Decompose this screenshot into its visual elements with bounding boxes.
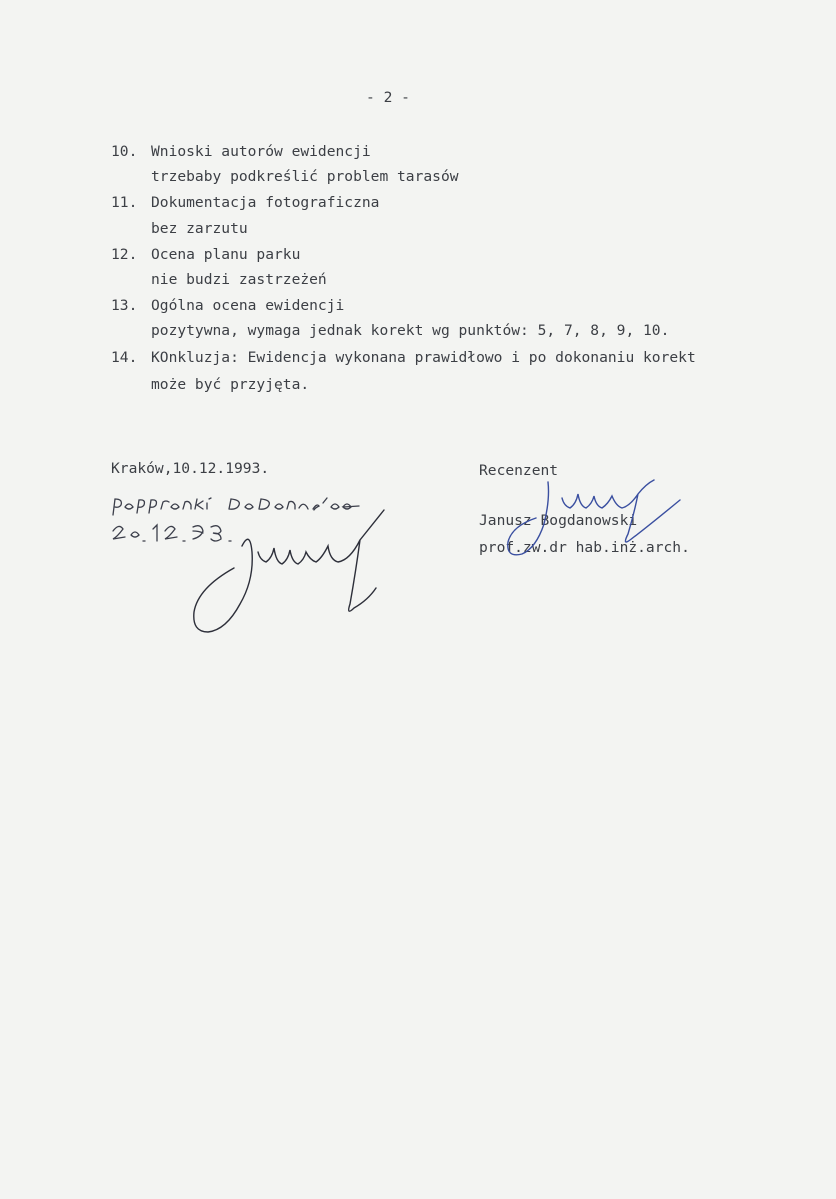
item-number: 13. [111,297,138,314]
reviewer-name: Janusz Bogdanowski [479,512,638,529]
handwritten-note [111,493,381,553]
item-title: KOnkluzja: Ewidencja wykonana prawidłowo i po dokonaniu korekt [151,349,696,366]
item-number: 11. [111,194,138,211]
item-title: Dokumentacja fotograficzna [151,194,380,211]
item-number: 14. [111,349,138,366]
reviewer-role: Recenzent [479,462,559,479]
item-body: pozytywna, wymaga jednak korekt wg punktów: 5, 7, 8, 9, 10. [151,322,670,339]
item-title: Wnioski autorów ewidencji [151,143,371,160]
item-body: bez zarzutu [151,220,248,237]
item-title: Ogólna ocena ewidencji [151,297,345,314]
item-number: 10. [111,143,138,160]
item-title: Ocena planu parku [151,246,301,263]
item-body: może być przyjęta. [151,376,310,393]
item-body: trzebaby podkreślić problem tarasów [151,168,459,185]
item-number: 12. [111,246,138,263]
item-body: nie budzi zastrzeżeń [151,271,327,288]
reviewer-title: prof.zw.dr hab.inż.arch. [479,539,690,556]
place-date: Kraków,10.12.1993. [111,460,270,477]
page-number: - 2 - [366,89,410,106]
